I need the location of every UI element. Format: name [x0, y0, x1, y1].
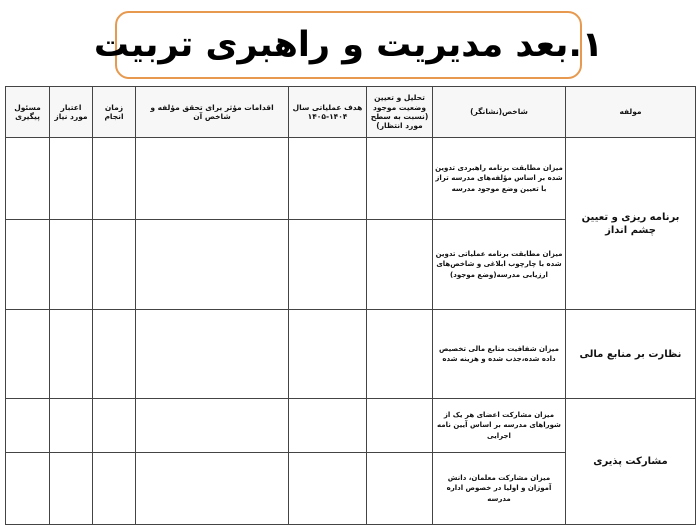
actions-cell[interactable] — [136, 310, 289, 399]
indicator-cell: میزان مطابقت برنامه عملیاتی تدوین شده با چارچوب ابلاغی و شاخص‌های ارزیابی مدرسه(وضع موجود) — [433, 220, 566, 310]
header-responsible: مسئول پیگیری — [6, 87, 50, 138]
actions-cell[interactable] — [136, 453, 289, 525]
header-component: مولفه — [566, 87, 696, 138]
header-row — [6, 87, 696, 138]
component-cell: نظارت بر منابع مالی — [566, 310, 696, 399]
analysis-cell[interactable] — [367, 453, 433, 525]
time-cell[interactable] — [93, 310, 136, 399]
time-cell[interactable] — [93, 453, 136, 525]
target-cell[interactable] — [289, 310, 367, 399]
target-cell[interactable] — [289, 453, 367, 525]
target-cell[interactable] — [289, 138, 367, 220]
analysis-cell[interactable] — [367, 310, 433, 399]
responsible-cell[interactable] — [6, 453, 50, 525]
header-analysis: تحلیل و تعیین وضعیت موجود (نسبت به سطح مورد انتظار) — [367, 87, 433, 138]
budget-cell[interactable] — [50, 220, 93, 310]
planning-table — [5, 86, 696, 525]
component-cell: مشارکت پذیری — [566, 399, 696, 525]
responsible-cell[interactable] — [6, 220, 50, 310]
analysis-cell[interactable] — [367, 399, 433, 453]
target-cell[interactable] — [289, 220, 367, 310]
title-banner — [93, 11, 604, 79]
time-cell[interactable] — [93, 399, 136, 453]
actions-cell[interactable] — [136, 399, 289, 453]
time-cell[interactable] — [93, 138, 136, 220]
analysis-cell[interactable] — [367, 138, 433, 220]
table-row — [6, 399, 696, 453]
responsible-cell[interactable] — [6, 399, 50, 453]
indicator-cell: میزان مشارکت معلمان، دانش آموزان و اولیا در خصوص اداره مدرسه — [433, 453, 566, 525]
header-target: هدف عملیاتی سال ۱۴۰۴-۱۴۰۵ — [289, 87, 367, 138]
indicator-cell: میزان مشارکت اعضای هر یک از شوراهای مدرسه بر اساس آیین نامه اجرایی — [433, 399, 566, 453]
budget-cell[interactable] — [50, 453, 93, 525]
analysis-cell[interactable] — [367, 220, 433, 310]
page-title: ۱.بعد مدیریت و راهبری تربیت — [93, 25, 604, 65]
responsible-cell[interactable] — [6, 138, 50, 220]
header-time: زمان انجام — [93, 87, 136, 138]
budget-cell[interactable] — [50, 310, 93, 399]
indicator-cell: میزان شفافیت منابع مالی تخصیص داده شده،جذب شده و هزینه شده — [433, 310, 566, 399]
target-cell[interactable] — [289, 399, 367, 453]
component-cell: برنامه ریزی و تعیین چشم انداز — [566, 138, 696, 310]
table-row — [6, 310, 696, 399]
actions-cell[interactable] — [136, 220, 289, 310]
header-indicator: شاخص(نشانگر) — [433, 87, 566, 138]
actions-cell[interactable] — [136, 138, 289, 220]
budget-cell[interactable] — [50, 138, 93, 220]
header-budget: اعتبار مورد نیاز — [50, 87, 93, 138]
responsible-cell[interactable] — [6, 310, 50, 399]
time-cell[interactable] — [93, 220, 136, 310]
header-actions: اقدامات مؤثر برای تحقق مؤلفه و شاخص آن — [136, 87, 289, 138]
table-row — [6, 138, 696, 220]
budget-cell[interactable] — [50, 399, 93, 453]
indicator-cell: میزان مطابقت برنامه راهبردی تدوین شده بر اساس مؤلفه‌های مدرسه تراز با تعیین وضع موجود مدرسه — [433, 138, 566, 220]
